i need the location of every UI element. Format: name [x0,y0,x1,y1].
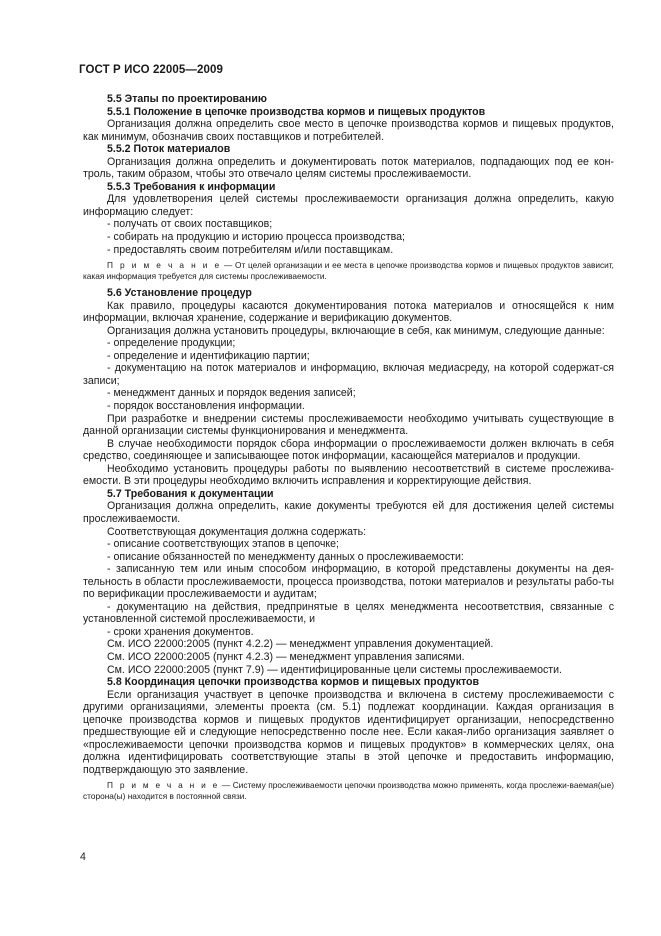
paragraph: В случае необходимости порядок сбора информации о прослеживаемости должен включать в себя средство, соединяющее и записывающее поток информации, касающейся материалов и продукции. [83,437,614,463]
paragraph: Организация должна определить и документировать поток материалов, подпадающих под ее кон-троль, таким образом, чтобы это отвечало целям системы прослеживаемости. [83,155,614,181]
list-item: См. ИСО 22000:2005 (пункт 4.2.2) — менеджмент управления документацией. [107,638,494,651]
section-heading: 5.5 Этапы по проектированию [107,93,267,105]
list-item: - менеджмент данных и порядок ведения записей; [107,387,356,400]
list-item: - документацию на действия, предпринятые в целях менеджмента несоответствия, связанные с установленной системой прослеживаемости, и [83,600,614,626]
list-item: - собирать на продукцию и историю процесса производства; [107,231,405,244]
note-text: — От целей организации и ее места в цепочке производства кормов и пищевых продуктов зависит, какая информация требуется для системы прослеживаемости. [83,260,614,281]
list-item: - документацию на поток материалов и информацию, включая медиасреду, на которой содержат-ся записи; [83,362,614,387]
document-body [83,93,614,807]
section-heading: 5.7 Требования к документации [107,487,274,500]
paragraph: Организация должна определить, какие документы требуются ей для достижения целей системы прослеживаемости. [83,500,614,525]
document-header: ГОСТ Р ИСО 22005—2009 [79,64,224,76]
section-heading: 5.5.3 Требования к информации [107,180,276,193]
list-item: - получать от своих поставщиков; [107,218,273,231]
note-label: П р и м е ч а н и е [107,260,222,271]
paragraph: Соответствующая документация должна содержать: [107,525,367,538]
paragraph: При разработке и внедрении системы прослеживаемости необходимо учитывать существующие в данной организации системы функционирования и менеджмента. [83,412,614,438]
paragraph: Организация должна установить процедуры, включающие в себя, как минимум, следующие данные: [107,324,605,337]
list-item: - записанную тем или иным способом информацию, в которой представлены документы на дея-тельность в области прослеживаемости, процесса производства, потоки материалов и результаты рабо-ты по верификации прослеживаемости и аудитам; [83,563,614,601]
section-heading: 5.8 Координация цепочки производства кормов и пищевых продуктов [107,676,480,689]
list-item: См. ИСО 22000:2005 (пункт 4.2.3) — менеджмент управления записями. [107,650,465,663]
section-heading: 5.5.2 Поток материалов [107,143,231,156]
section-heading: 5.5.1 Положение в цепочке производства кормов и пищевых продуктов [107,105,486,118]
paragraph: Для удовлетворения целей системы прослеживаемости организация должна определить, какую информацию следует: [83,193,614,218]
paragraph: Как правило, процедуры касаются документирования потока материалов и относящейся к ним информации, включая хранение, содержание и верификацию документов. [83,299,614,325]
paragraph: Необходимо установить процедуры работы по выявлению несоответствий в системе прослежива-емости. В эти процедуры необходимо включить исправления и корректирующие действия. [83,462,614,488]
page-number: 4 [80,851,86,863]
list-item: - определение продукции; [107,337,236,350]
list-item: - предоставлять своим потребителям и/или поставщикам. [107,243,394,256]
note-text: — Систему прослеживаемости цепочки производства можно применять, когда прослежи-ваемая(ые) сторона(ы) находится в постоянной связи. [83,780,614,801]
note [83,260,614,281]
list-item: См. ИСО 22000:2005 (пункт 7.9) — идентифицированные цели системы прослеживаемости. [107,663,562,676]
list-item: - определение и идентификацию партии; [107,349,310,362]
list-item: - описание соответствующих этапов в цепочке; [107,538,339,551]
list-item: - порядок восстановления информации. [107,400,305,413]
list-item: - сроки хранения документов. [107,625,254,638]
paragraph: Организация должна определить свое место в цепочке производства кормов и пищевых продуктов, как минимум, обозначив своих поставщиков и потребителей. [83,118,614,143]
note [83,780,614,801]
paragraph: Если организация участвует в цепочке производства и включена в систему прослеживаемости с другими организациями, элементы проекта (см. 5.1) подлежат координации. Каждая организация в цепочке производства кормов и пищевых продуктов идентифицирует организации, непосредственно предшествующие ей и следующие непосредственно после нее. Если какая-либо организация заявляет о «прослеживаемости цепочки производства кормов и пищевых продуктов» в коммерческих целях, она должна идентифицировать соответствующие этапы в этой цепочке и предоставить информацию, подтверждающую это заявление. [83,688,614,776]
list-item: - описание обязанностей по менеджменту данных о прослеживаемости: [107,550,464,563]
section-heading: 5.6 Установление процедур [107,287,252,300]
note-label: П р и м е ч а н и е [107,780,220,791]
